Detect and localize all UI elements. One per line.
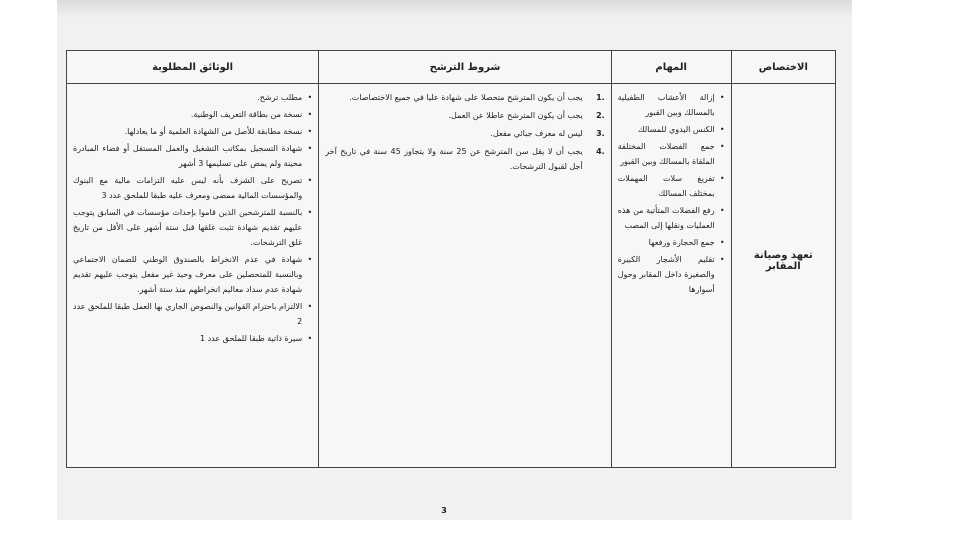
page-number: 3 — [441, 506, 447, 515]
bullet-icon: • — [307, 302, 313, 311]
header-documents: الوثائق المطلوبة — [67, 51, 319, 84]
list-item: • سيرة ذاتية طبقا للملحق عدد 1 — [73, 331, 312, 346]
list-item: • شهادة التسجيل بمكاتب التشغيل والعمل المستقل أو فضاء المبادرة محينة ولم يمض على تسليمها 3 أشهر — [73, 141, 312, 171]
header-row — [67, 51, 836, 84]
specialty-name: تعهد وصيانة المقابر — [753, 250, 813, 272]
item-number: 4. — [596, 147, 605, 156]
tasks-cell — [611, 84, 731, 468]
item-number: 3. — [596, 129, 605, 138]
list-item: • تصريح على الشرف بأنه ليس عليه التزامات مالية مع البنوك والمؤسسات المالية ممضى ومعرف عليه طبقا للملحق عدد 3 — [73, 173, 312, 203]
list-item: • تفريغ سلات المهملات بمختلف المسالك — [618, 171, 725, 201]
list-item: • نسخة مطابقة للأصل من الشهادة العلمية أو ما يعادلها. — [73, 124, 312, 139]
bullet-icon: • — [307, 176, 313, 185]
bullet-icon: • — [719, 206, 725, 215]
bullet-icon: • — [307, 127, 313, 136]
conditions-list — [325, 90, 605, 174]
list-item: • الكنس اليدوي للمسالك — [618, 122, 725, 137]
list-item: • الالتزام باحترام القوانين والنصوص الجاري بها العمل طبقا للملحق عدد 2 — [73, 299, 312, 329]
list-item: 4. يجب أن لا يقل سن المترشح عن 25 سنة ولا يتجاوز 45 سنة في تاريخ آخر أجل لقبول الترشحات. — [325, 144, 605, 174]
list-item: • مطلب ترشح. — [73, 90, 312, 105]
list-item: • نسخة من بطاقة التعريف الوطنية. — [73, 107, 312, 122]
list-item: • إزالة الأعشاب الطفيلية بالمسالك وبين القبور — [618, 90, 725, 120]
bullet-icon: • — [307, 144, 313, 153]
bullet-icon: • — [719, 93, 725, 102]
specialty-cell — [731, 84, 835, 468]
bullet-icon: • — [719, 255, 725, 264]
documents-list — [73, 90, 312, 346]
bullet-icon: • — [307, 334, 313, 343]
header-specialty: الاختصاص — [731, 51, 835, 84]
scan-shadow — [57, 0, 852, 18]
list-item: 3. ليس له معرف جبائي مفعل. — [325, 126, 605, 141]
bullet-icon: • — [719, 238, 725, 247]
requirements-table — [66, 50, 836, 468]
bullet-icon: • — [307, 110, 313, 119]
list-item: 1. يجب أن يكون المترشح متحصلا على شهادة عليا في جميع الاختصاصات. — [325, 90, 605, 105]
list-item: • جمع الفضلات المختلفة الملقاة بالمسالك وبين القبور — [618, 139, 725, 169]
conditions-cell — [319, 84, 612, 468]
header-tasks: المهام — [611, 51, 731, 84]
bullet-icon: • — [307, 255, 313, 264]
item-number: 1. — [596, 93, 605, 102]
table-row — [67, 84, 836, 468]
list-item: • جمع الحجارة ورفعها — [618, 235, 725, 250]
list-item: • بالنسبة للمترشحين الذين قاموا بإحداث مؤسسات في السابق يتوجب عليهم تقديم شهادة تثبت غلقها قبل ستة أشهر على الأقل من تاريخ غلق الترشحات. — [73, 205, 312, 250]
list-item: 2. يجب أن يكون المترشح عاطلا عن العمل. — [325, 108, 605, 123]
bullet-icon: • — [307, 208, 313, 217]
bullet-icon: • — [719, 125, 725, 134]
bullet-icon: • — [719, 174, 725, 183]
documents-cell — [67, 84, 319, 468]
bullet-icon: • — [719, 142, 725, 151]
bullet-icon: • — [307, 93, 313, 102]
item-number: 2. — [596, 111, 605, 120]
list-item: • رفع الفضلات المتأتية من هذه العمليات ونقلها إلى المصب — [618, 203, 725, 233]
header-conditions: شروط الترشح — [319, 51, 612, 84]
list-item: • تقليم الأشجار الكبيرة والصغيرة داخل المقابر وحول أسوارها — [618, 252, 725, 297]
tasks-list — [618, 90, 725, 297]
list-item: • شهادة في عدم الانخراط بالصندوق الوطني للضمان الاجتماعي وبالنسبة للمتحصلين على معرف وحيد غير مفعل يتوجب عليهم تقديم شهادة عدم سداد معاليم انخراطهم منذ ستة أشهر. — [73, 252, 312, 297]
